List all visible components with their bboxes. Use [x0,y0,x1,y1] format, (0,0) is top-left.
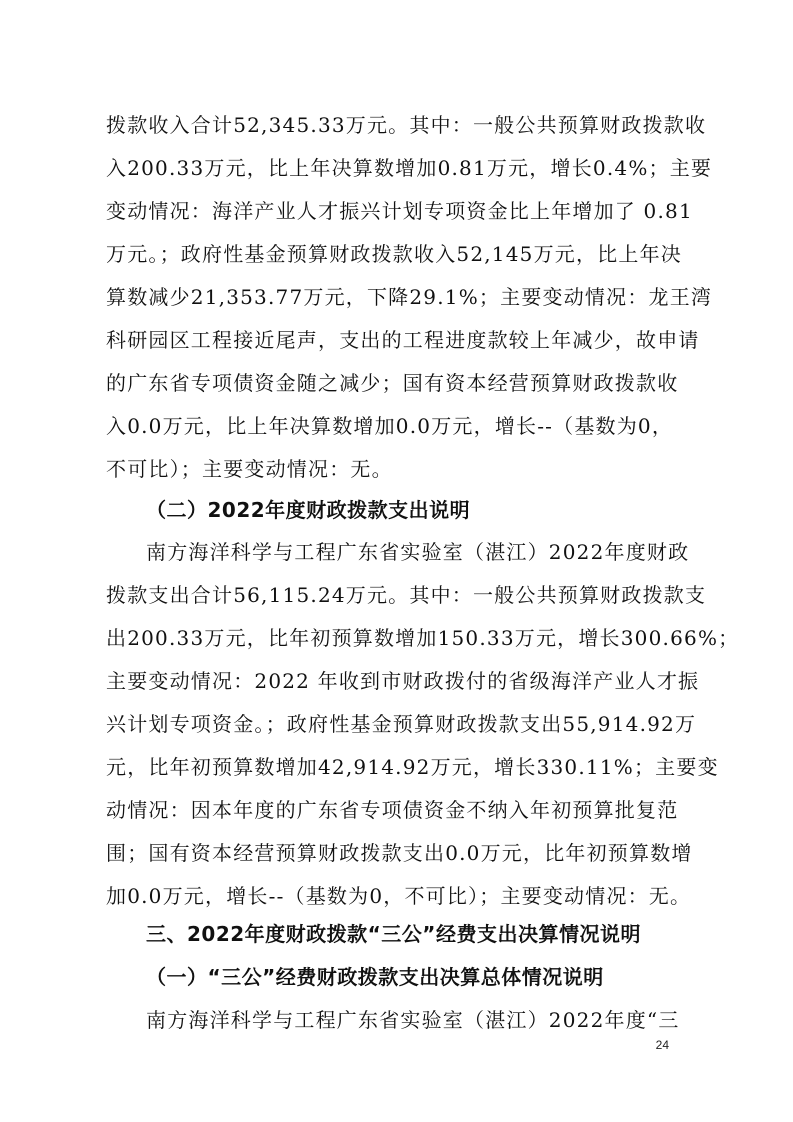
paragraph-line: 算数减少21,353.77万元，下降29.1%；主要变动情况：龙王湾 [106,285,713,309]
paragraph-line: 主要变动情况：2022 年收到市财政拨付的省级海洋产业人才振 [106,669,700,693]
paragraph-line: 元，比年初预算数增加42,914.92万元，增长330.11%；主要变 [106,755,719,779]
paragraph-line: 出200.33万元，比年初预算数增加150.33万元，增长300.66%； [106,626,740,650]
paragraph-line: 围；国有资本经营预算财政拨款支出0.0万元，比年初预算数增 [106,841,693,865]
paragraph-line: 的广东省专项债资金随之减少；国有资本经营预算财政拨款收 [106,371,679,395]
paragraph-line: 不可比）；主要变动情况：无。 [106,457,393,481]
subsection-heading: （一）“三公”经费财政拨款支出决算总体情况说明 [146,965,604,989]
paragraph-line: 兴计划专项资金。；政府性基金预算财政拨款支出55,914.92万 [106,712,697,736]
paragraph-line: 南方海洋科学与工程广东省实验室（湛江）2022年度财政 [146,540,690,564]
page-number: 24 [655,1038,669,1052]
paragraph-line: 动情况：因本年度的广东省专项债资金不纳入年初预算批复范 [106,798,679,822]
paragraph-line: 入0.0万元，比上年决算数增加0.0万元，增长--（基数为0， [106,414,674,438]
paragraph-line: 南方海洋科学与工程广东省实验室（湛江）2022年度“三 [146,1008,680,1032]
paragraph-line: 万元。；政府性基金预算财政拨款收入52,145万元，比上年决 [106,242,682,266]
paragraph-line: 拨款收入合计52,345.33万元。其中：一般公共预算财政拨款收 [106,113,707,137]
paragraph-line: 拨款支出合计56,115.24万元。其中：一般公共预算财政拨款支 [106,583,707,607]
paragraph-line: 变动情况：海洋产业人才振兴计划专项资金比上年增加了 0.81 [106,199,693,223]
section-heading: 三、2022年度财政拨款“三公”经费支出决算情况说明 [146,922,641,946]
paragraph-line: 入200.33万元，比上年决算数增加0.81万元，增长0.4%；主要 [106,156,713,180]
paragraph-line: 科研园区工程接近尾声，支出的工程进度款较上年减少，故申请 [106,328,700,352]
paragraph-line: 加0.0万元，增长--（基数为0，不可比）；主要变动情况：无。 [106,884,692,908]
section-heading: （二）2022年度财政拨款支出说明 [146,498,471,522]
